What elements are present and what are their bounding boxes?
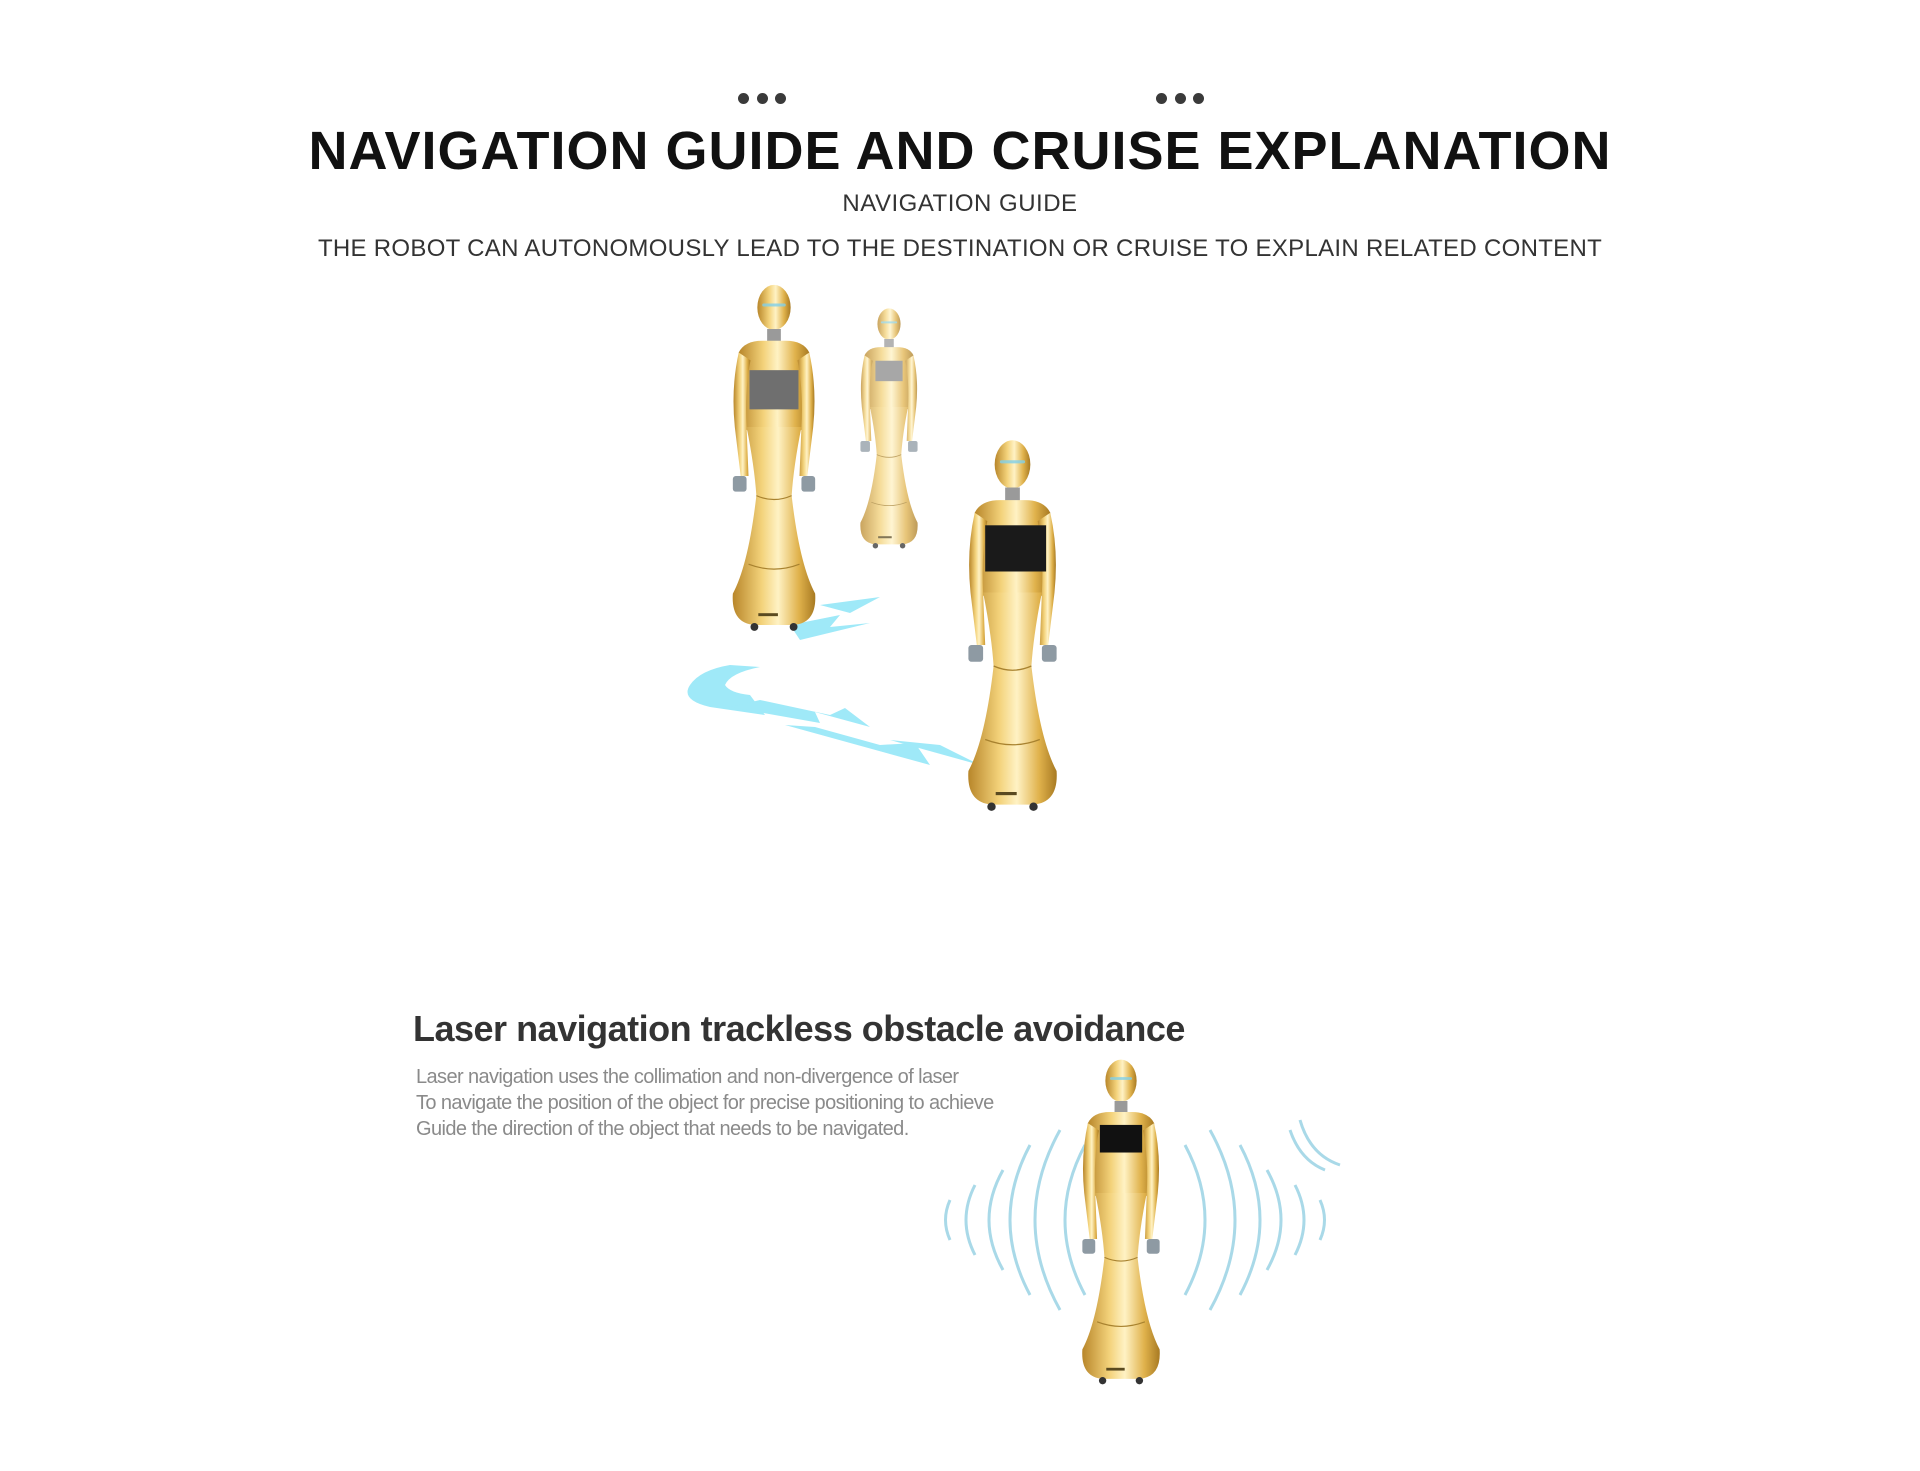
section-text-line: Laser navigation uses the collimation and non-divergence of laser	[416, 1066, 959, 1088]
section-text-line: Guide the direction of the object that needs to be navigated.	[416, 1118, 909, 1140]
laser-wave-illustration	[905, 1050, 1365, 1390]
section-title: Laser navigation trackless obstacle avoidance	[413, 1008, 1185, 1049]
section-text-line: To navigate the position of the object for precise positioning to achieve	[416, 1092, 994, 1114]
gold-robot-illustration	[1082, 1060, 1160, 1385]
page-subtitle: NAVIGATION GUIDE	[842, 190, 1078, 217]
page-title: NAVIGATION GUIDE AND CRUISE EXPLANATION	[308, 121, 1612, 181]
gold-robot-illustration	[968, 440, 1057, 811]
navigation-illustration	[670, 275, 1170, 895]
gold-robot-illustration	[733, 285, 816, 631]
gold-robot-illustration	[860, 308, 917, 548]
dots-decoration-icon	[1156, 93, 1204, 107]
page-description: THE ROBOT CAN AUTONOMOUSLY LEAD TO THE DESTINATION OR CRUISE TO EXPLAIN RELATED CONTENT	[317, 235, 1603, 262]
floor-path-arrows	[688, 597, 981, 765]
dots-decoration-icon	[738, 93, 786, 107]
